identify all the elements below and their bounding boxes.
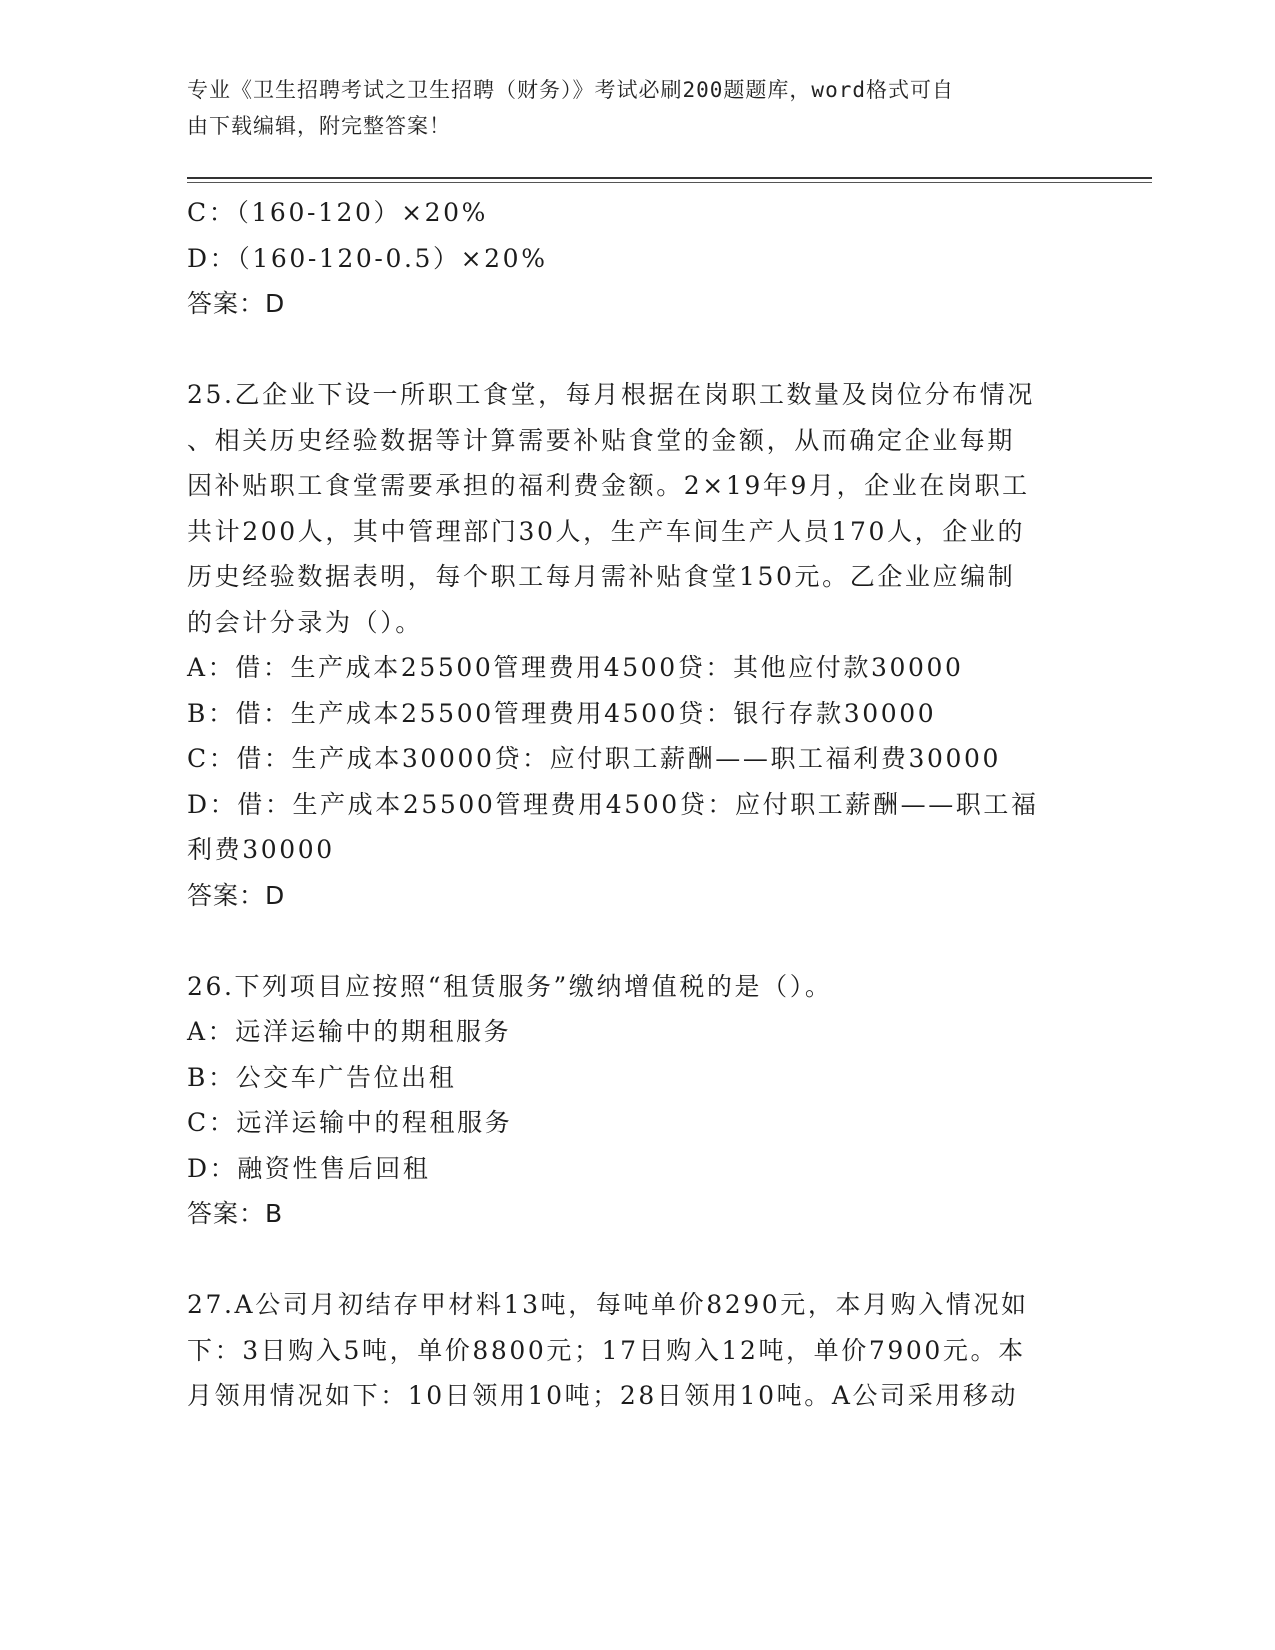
answer: 答案：D bbox=[187, 880, 286, 910]
header-divider-thin bbox=[187, 182, 1152, 183]
option-b: B：公交车广告位出租 bbox=[187, 1062, 457, 1092]
question-24-tail bbox=[187, 190, 1087, 327]
option-c: C：（160-120）×20% bbox=[187, 198, 489, 227]
spacer bbox=[187, 327, 1087, 373]
spacer bbox=[187, 1237, 1087, 1283]
option-d: D：借：生产成本25500管理费用4500贷：应付职工薪酬——职工福 bbox=[187, 789, 1039, 819]
question-text: 月领用情况如下：10日领用10吨；28日领用10吨。A公司采用移动 bbox=[187, 1381, 1019, 1410]
question-27 bbox=[187, 1282, 1087, 1419]
option-d: D：融资性售后回租 bbox=[187, 1153, 431, 1183]
question-text: 27.A公司月初结存甲材料13吨，每吨单价8290元，本月购入情况如 bbox=[187, 1290, 1029, 1319]
option-a: A：借：生产成本25500管理费用4500贷：其他应付款30000 bbox=[187, 653, 964, 682]
document-header bbox=[187, 72, 1067, 144]
option-a: A：远洋运输中的期租服务 bbox=[187, 1017, 512, 1046]
header-divider-thick bbox=[187, 177, 1152, 179]
option-c: C：远洋运输中的程租服务 bbox=[187, 1108, 513, 1137]
question-text: 下：3日购入5吨，单价8800元；17日购入12吨，单价7900元。本 bbox=[187, 1335, 1026, 1365]
document-body bbox=[187, 190, 1087, 1419]
question-25 bbox=[187, 372, 1087, 918]
option-b: B：借：生产成本25500管理费用4500贷：银行存款30000 bbox=[187, 698, 937, 728]
header-line-1: 专业《卫生招聘考试之卫生招聘（财务）》考试必刷200题题库，word格式可自 bbox=[187, 78, 954, 102]
option-d: D：（160-120-0.5）×20% bbox=[187, 243, 548, 273]
option-c: C：借：生产成本30000贷：应付职工薪酬——职工福利费30000 bbox=[187, 744, 1001, 773]
question-text: 因补贴职工食堂需要承担的福利费金额。2×19年9月，企业在岗职工 bbox=[187, 471, 1030, 500]
question-text: 25.乙企业下设一所职工食堂，每月根据在岗职工数量及岗位分布情况 bbox=[187, 380, 1035, 409]
header-line-2: 由下载编辑，附完整答案！ bbox=[187, 114, 451, 138]
question-text: 的会计分录为（）。 bbox=[187, 607, 423, 637]
question-text: 26.下列项目应按照“租赁服务”缴纳增值税的是（）。 bbox=[187, 971, 833, 1001]
question-text: 共计200人，其中管理部门30人，生产车间生产人员170人，企业的 bbox=[187, 516, 1026, 546]
answer: 答案：B bbox=[187, 1199, 284, 1228]
spacer bbox=[187, 918, 1087, 964]
option-d-continued: 利费30000 bbox=[187, 835, 335, 864]
answer: 答案：D bbox=[187, 289, 286, 318]
question-26 bbox=[187, 964, 1087, 1237]
question-text: 历史经验数据表明，每个职工每月需补贴食堂150元。乙企业应编制 bbox=[187, 562, 1016, 591]
question-text: 、相关历史经验数据等计算需要补贴食堂的金额，从而确定企业每期 bbox=[187, 425, 1016, 455]
